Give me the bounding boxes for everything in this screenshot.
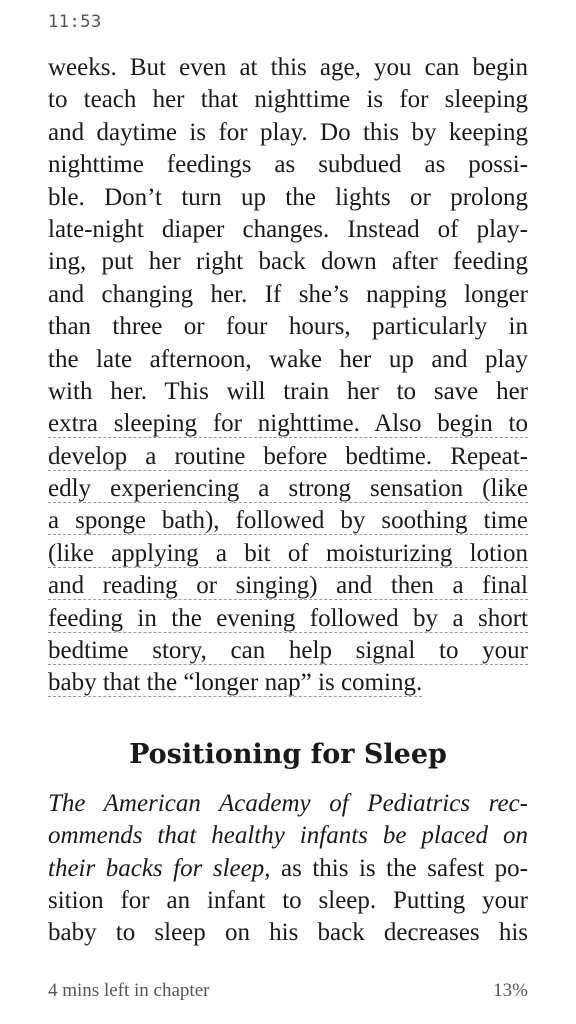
text-line: and changing her. If she’s napping longer <box>48 280 528 308</box>
reading-progress: 13% <box>493 980 528 1001</box>
highlighted-text-line[interactable]: a sponge bath), followed by soothing time <box>48 507 528 535</box>
text-line: baby to sleep on his back decreases his <box>48 919 528 947</box>
text-line: sition for an infant to sleep. Putting your <box>48 886 528 914</box>
reader-page[interactable] <box>48 52 528 950</box>
text-line: than three or four hours, particularly in <box>48 313 528 341</box>
text-line: their backs for sleep, as this is the safest po- <box>48 854 528 882</box>
text-line: ommends that healthy infants be placed on <box>48 822 528 850</box>
chapter-time-left[interactable]: 4 mins left in chapter <box>48 980 210 1001</box>
paragraph-1 <box>48 52 528 700</box>
highlighted-text-line[interactable]: feeding in the evening followed by a short <box>48 604 528 632</box>
highlighted-text-line[interactable]: develop a routine before bedtime. Repeat- <box>48 442 528 470</box>
text-line: weeks. But even at this age, you can begin <box>48 54 528 81</box>
highlighted-text-line[interactable]: edly experiencing a strong sensation (like <box>48 475 528 503</box>
text-line: with her. This will train her to save her <box>48 377 528 405</box>
text-line: and daytime is for play. Do this by keeping <box>48 118 528 146</box>
text-line: ing, put her right back down after feeding <box>48 248 528 276</box>
section-heading: Positioning for Sleep <box>129 738 447 770</box>
highlighted-text-line[interactable]: extra sleeping for nighttime. Also begin to <box>48 410 528 438</box>
highlighted-text-line[interactable]: bedtime story, can help signal to your <box>48 637 528 665</box>
paragraph-2 <box>48 788 528 950</box>
text-line: to teach her that nighttime is for sleeping <box>48 86 528 114</box>
text-line: late-night diaper changes. Instead of play- <box>48 215 528 243</box>
text-line: ble. Don’t turn up the lights or prolong <box>48 183 528 211</box>
text-line: nighttime feedings as subdued as possi- <box>48 151 528 179</box>
status-time: 11:53 <box>48 12 102 32</box>
highlighted-text-line[interactable]: baby that the “longer nap” is coming. <box>48 669 423 697</box>
text-line: The American Academy of Pediatrics rec- <box>48 789 528 817</box>
text-line: the late afternoon, wake her up and play <box>48 345 528 373</box>
highlighted-text-line[interactable]: (like applying a bit of moisturizing lotion <box>48 539 528 567</box>
highlighted-text-line[interactable]: and reading or singing) and then a final <box>48 572 528 600</box>
